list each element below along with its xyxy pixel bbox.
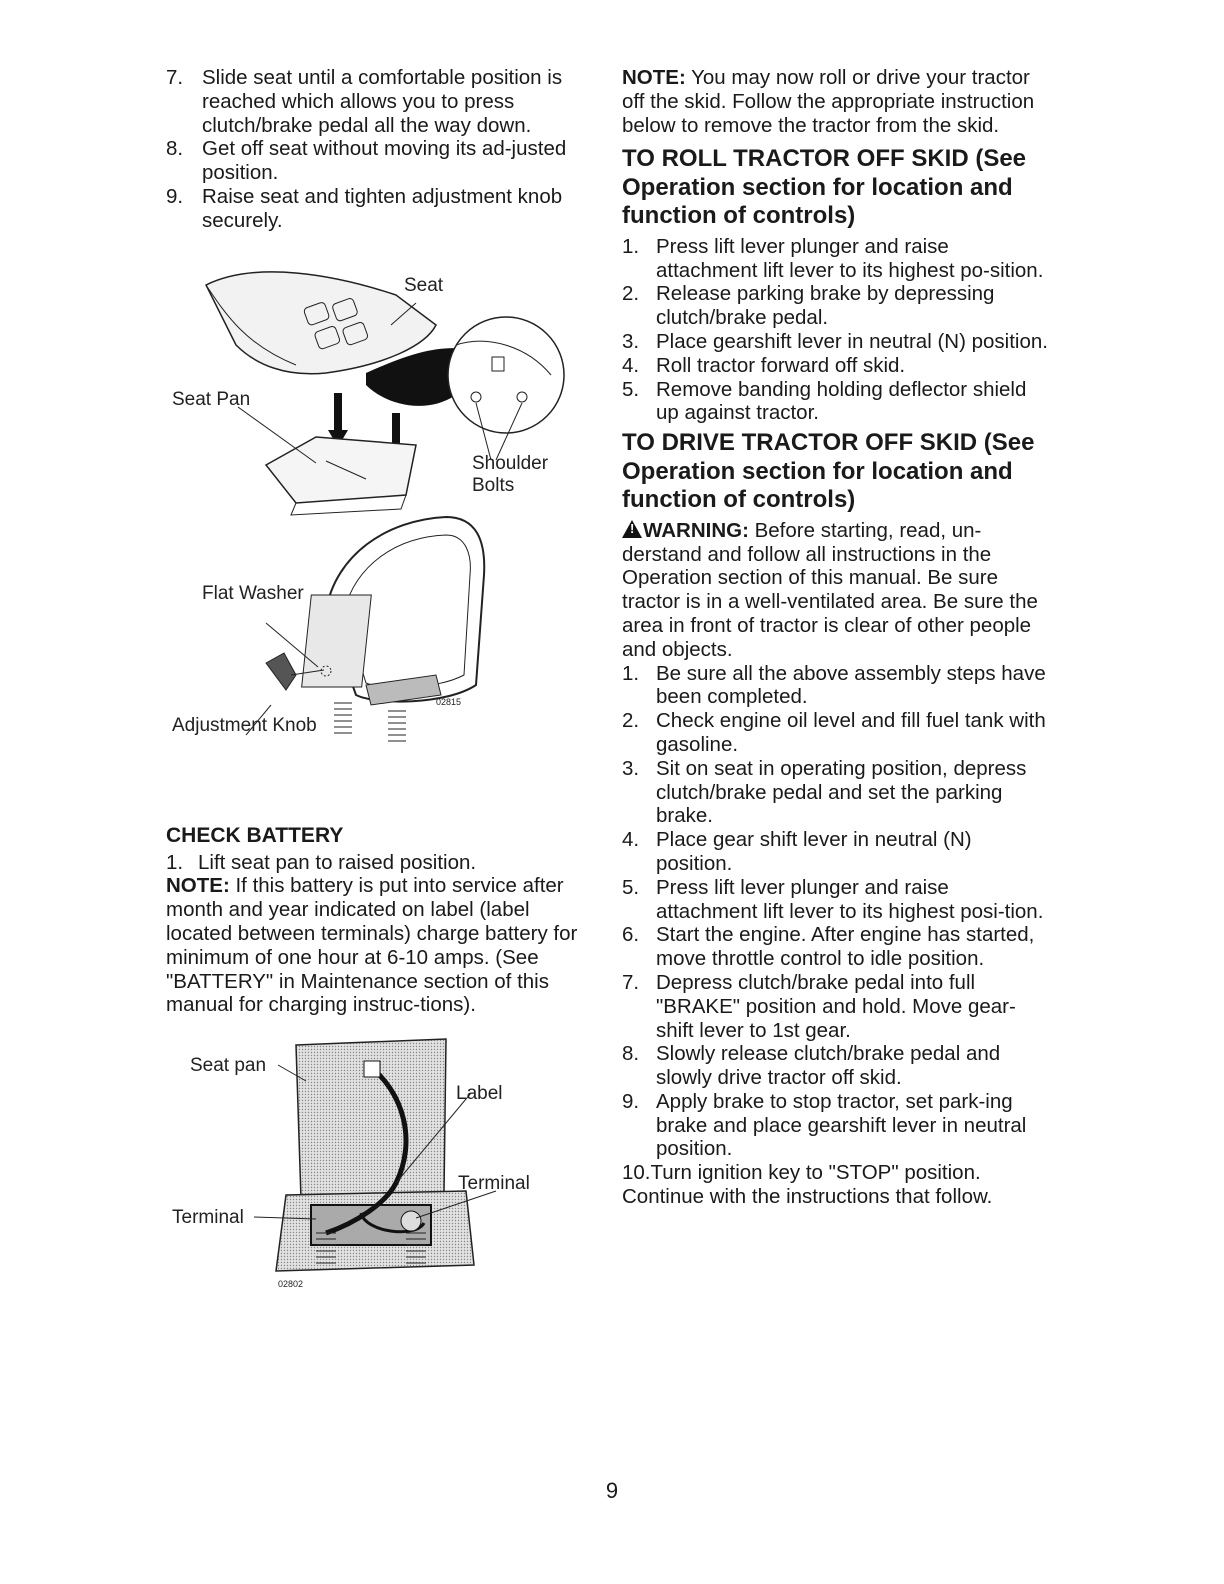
page-number: 9	[605, 1478, 619, 1503]
right-column	[622, 66, 1052, 1209]
skid-note: NOTE: You may now roll or drive your tractor off the skid. Follow the appropriate instruction below to remove the tractor from the skid.	[622, 66, 1035, 137]
warning-paragraph: !WARNING: Before starting, read, un-derstand and follow all instructions in the Operation section of this manual. Be sure tractor is in a well-ventilated area. Be sure the area in front of tractor is clear of other people and objects.	[622, 519, 1052, 662]
list-item: 9. Raise seat and tighten adjustment knob securely.	[166, 184, 563, 232]
list-item: 8. Get off seat without moving its ad-justed position.	[166, 137, 567, 185]
seat-steps-list	[166, 66, 586, 233]
battery-figure	[166, 1033, 586, 1293]
list-item: 4. Place gear shift lever in neutral (N) position.	[622, 828, 972, 875]
list-item: 2. Check engine oil level and fill fuel tank with gasoline.	[622, 709, 1046, 756]
list-item: 7. Slide seat until a comfortable position is reached which allows you to press clutch/brake pedal all the way down.	[166, 66, 563, 137]
list-item: 6. Start the engine. After engine has started, move throttle control to idle position.	[622, 923, 1035, 971]
final-step: 10.Turn ignition key to "STOP" position.	[622, 1161, 981, 1185]
list-item: 5. Press lift lever plunger and raise attachment lift lever to its highest posi-tion.	[622, 875, 1044, 923]
list-item: 4. Roll tractor forward off skid.	[622, 353, 906, 377]
roll-steps-list	[622, 235, 1052, 425]
seat-pan-label: Seat Pan	[172, 388, 251, 410]
battery-seat-pan-label: Seat pan	[190, 1055, 267, 1077]
terminal-right-label: Terminal	[458, 1173, 530, 1195]
list-item: 9. Apply brake to stop tractor, set park-ing brake and place gearshift lever in neutral position.	[622, 1089, 1027, 1161]
battery-steps-list	[166, 851, 586, 875]
figure-code: 02815	[436, 696, 462, 707]
list-item: 1. Be sure all the above assembly steps have been completed.	[622, 661, 1046, 709]
list-item: 3. Place gearshift lever in neutral (N) position.	[622, 330, 1048, 354]
warning-icon	[622, 520, 642, 538]
list-item: 5. Remove banding holding deflector shield up against tractor.	[622, 377, 1027, 425]
seat-assembly-figure	[166, 265, 586, 785]
bolts-label: Bolts	[472, 474, 515, 496]
left-column	[166, 66, 586, 1293]
flat-washer-label: Flat Washer	[202, 582, 304, 604]
list-item: 2. Release parking brake by depressing clutch/brake pedal.	[622, 282, 995, 330]
seat-label: Seat	[404, 274, 444, 296]
roll-tractor-heading: TO ROLL TRACTOR OFF SKID (See Operation section for location and function of controls)	[622, 145, 1027, 230]
terminal-left-label: Terminal	[172, 1207, 244, 1229]
continue-text: Continue with the instructions that follow.	[622, 1185, 993, 1209]
list-item: 3. Sit on seat in operating position, depress clutch/brake pedal and set the parking brake.	[622, 756, 1027, 828]
adjustment-knob-label: Adjustment Knob	[172, 714, 317, 736]
battery-figure-code: 02802	[278, 1279, 304, 1290]
list-item: 8. Slowly release clutch/brake pedal and slowly drive tractor off skid.	[622, 1042, 1001, 1090]
drive-tractor-heading: TO DRIVE TRACTOR OFF SKID (See Operation section for location and function of controls)	[622, 429, 1035, 514]
seat-assembly-illustration	[166, 265, 586, 785]
list-item: 1. Press lift lever plunger and raise attachment lift lever to its highest po-sition.	[622, 234, 1044, 282]
list-item: 1. Lift seat pan to raised position.	[166, 850, 477, 874]
list-item: 7. Depress clutch/brake pedal into full "BRAKE" position and hold. Move gear-shift lever to 1st gear.	[622, 970, 1016, 1042]
drive-steps-list	[622, 662, 1052, 1162]
battery-label-label: Label	[456, 1083, 503, 1105]
battery-note: NOTE: If this battery is put into service after month and year indicated on label (label located between terminals) charge battery for minimum of one hour at 6-10 amps. (See "BATTERY" in Maintenance section of this manual for charging instruc-tions).	[166, 874, 578, 1017]
shoulder-label: Shoulder	[472, 452, 549, 474]
check-battery-heading: CHECK BATTERY	[166, 823, 344, 847]
